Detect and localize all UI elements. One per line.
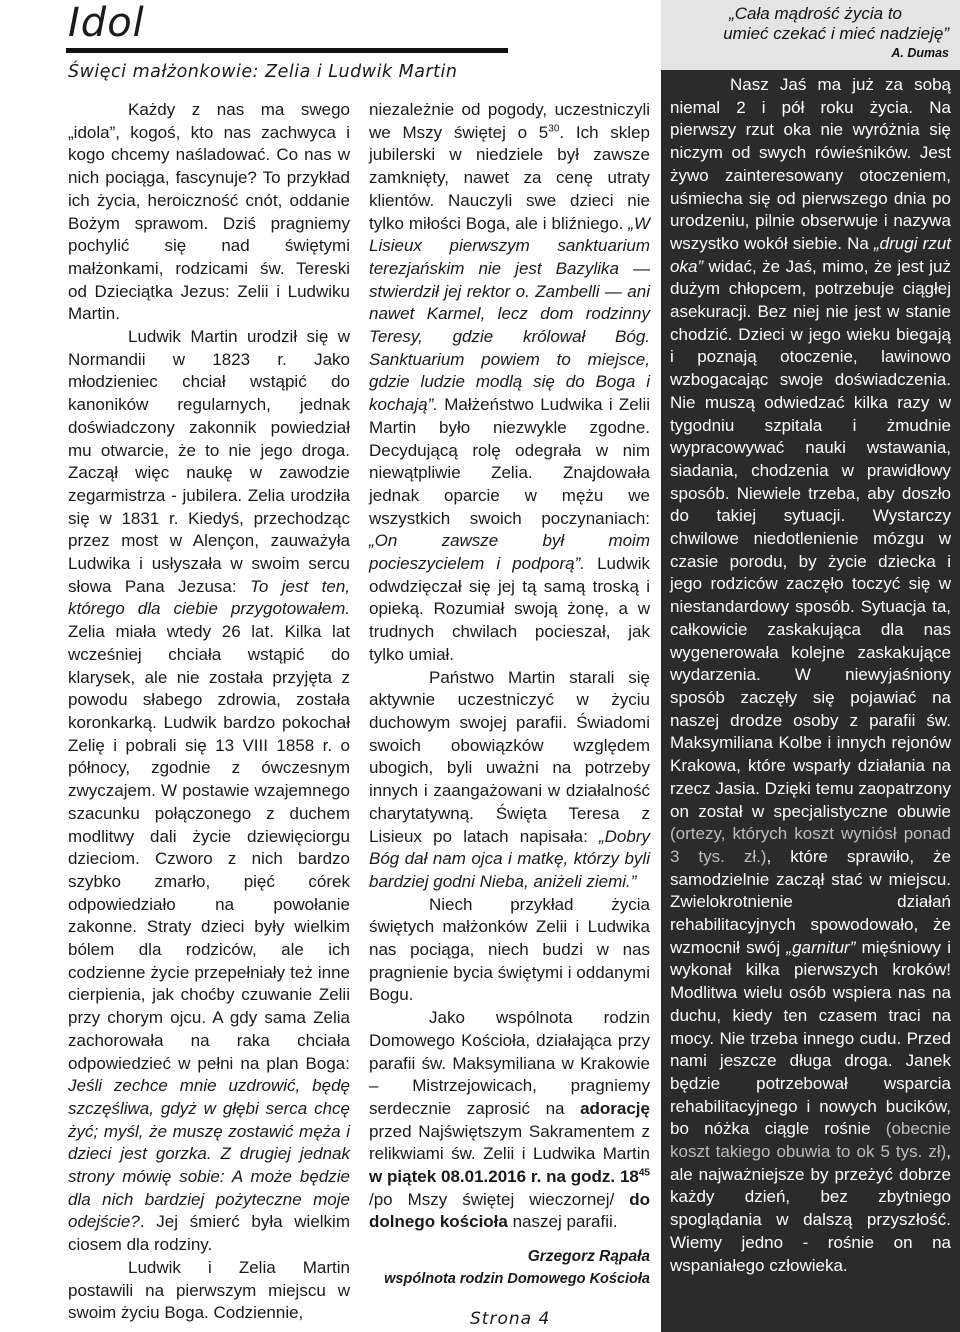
section-title: Idol (68, 0, 145, 46)
quote-line-2: umieć czekać i mieć nadzieję” (723, 24, 949, 43)
quote-author: A. Dumas (891, 46, 949, 60)
article-title: Święci małżonkowie: Zelia i Ludwik Martin (68, 62, 458, 82)
quote-line-1: „Cała mądrość życia to (729, 4, 902, 23)
middle-paragraph-1: niezależnie od pogody, uczestniczyli we Mszy świętej o $5^{30}$. Ich sklep jubilerski w niedziele był zawsze zamknięty, nawet za cenę utraty klientów. Nauczyli swe dzieci nie tylko miłości Boga, ale i bliźniego. „W Lisieux pierwszym sanktuarium terezjańskim nie jest Bazylika — stwierdził jej rektor o. Zambelli — ani nawet Karmel, lecz dom rodzinny Teresy, gdzie królował Bóg. Sanktuarium powiem to miejsce, gdzie ludzie modlą się do Boga i kochają”. Małżeństwo Ludwika i Zelii Martin było niezwykle zgodne. Decydującą rolę odegrała w nim niewątpliwie Zelia. Znajdowała jednak oparcie w mężu we wszystkich swoich poczynaniach: „On zawsze był moim pocieszycielem i podporą”. Ludwik odwdzięczał się jej tą samą troską i opieką. Rozumiał swoją żonę, a w trudnych chwilach pocieszał, jak tylko umiał. (369, 100, 651, 664)
middle-paragraph-4: Jako wspólnota rodzin Domowego Kościoła, działająca przy parafii św. Maksymiliana w Krakowie – Mistrzejowicach, pragniemy serdecznie zaprosić na adorację przed Najświętszym Sakramentem z relikwiami św. Zelii i Ludwika Martin w piątek 08.01.2016 r. na godz. $18^{45}$ /po Mszy świętej wieczornej/ do dolnego kościoła naszej parafii. (369, 1008, 650, 1232)
left-paragraph-3: Ludwik i Zelia Martin postawili na pierwszym miejscu w swoim życiu Boga. Codziennie, (68, 1257, 350, 1323)
signature-name: Grzegorz Rąpała (527, 1248, 650, 1266)
left-paragraph-1: Każdy z nas ma swego „idola”, kogoś, kto nas zachwyca i kogo chcemy naśladować. Co nas w nich pociąga, fascynuje? To przykład ich życia, heroiczność cnót, oddanie Bożym sprawom. Dziś pragniemy pochylić się nad świętymi małżonkami, rodzicami św. Tereski od Dzieciątka Jezus: Zelii i Ludwiku Martin. (68, 100, 350, 324)
signature-organization: wspólnota rodzin Domowego Kościoła (384, 1271, 650, 1288)
left-paragraph-2: Ludwik Martin urodził się w Normandii w 1823 r. Jako młodzieniec chciał wstąpić do kanoników regularnych, jednak doświadczony zakonnik powiedział mu otwarcie, że to nie jego droga. Zaczął więc naukę w zawodzie zegarmistrza - jubilera. Zelia urodziła się w 1831 r. Kiedyś, przechodząc przez most w Alençon, zauważyła Ludwika i usłyszała w swoim sercu słowa Pana Jezusa: To jest ten, którego dla ciebie przygotowałem. Zelia miała wtedy 26 lat. Kilka lat wcześniej chciała wstąpić do klarysek, ale nie została przyjęta z powodu słabego zdrowia, została koronkarką. Ludwik bardzo pokochał Zelię i pobrali się 13 VIII 1858 r. o północy, zgodnie z ówczesnym zwyczajem. W postawie wzajemnego szacunku połączonego z duchem modlitwy dali życie dziewięciorgu dzieciom. Czworo z nich bardzo szybko zmarło, pięć córek odpowiedziało na powołanie zakonne. Straty dzieci były wielkim bólem dla rodziców, ale ich codzienne życie przepełniały też inne cierpienia, jak choćby czuwanie Zelii przy chorym ojcu. A gdy sama Zelia zachorowała na raka chciała odpowiedzieć w pełni na plan Boga: Jeśli zechce mnie uzdrowić, będę szczęśliwa, gdyż w głębi serca chcę żyć; myśl, że muszę zostawić męża i dzieci jest gorzka. Z drugiej jednak strony mówię sobie: A może będzie dla nich bardziej pożyteczne moje odejście?. Jej śmierć była wielkim ciosem dla rodziny. (68, 327, 350, 1255)
page-number: Strona 4 (470, 1309, 551, 1329)
middle-paragraph-2: Państwo Martin starali się aktywnie uczestniczyć w życiu duchowym swojej parafii. Świadomi swoich obowiązków względem ubogich, byli uważni na potrzeby innych i zaangażowani w działalność charytatywną. Święta Teresa z Lisieux po latach napisała: „Dobry Bóg dał nam ojca i matkę, którzy byli bardziej godni Nieba, aniżeli ziemi.” (369, 667, 650, 891)
left-column (68, 99, 350, 1325)
sidebar-paragraph: Nasz Jaś ma już za sobą niemal 2 i pół roku życia. Na pierwszy rzut oka nie wyróżnia się niczym od swych rówieśników. Jest żywo zainteresowany otoczeniem, uśmiecha się od pierwszego dnia po urodzeniu, pilnie obserwuje i nazywa wszystko wokół siebie. Na „drugi rzut oka” widać, że Jaś, mimo, że jest już dużym chłopcem, potrzebuje ciągłej asekuracji. Bez niej nie jest w stanie chodzić. Dzieci w jego wieku biegają i poznają otoczenie, lawinowo wzbogacając swoje doświadczenia. Nie muszą odwiedzać kilka razy w tygodniu szpitala i żmudnie wypracowywać nauki wstawania, siadania, chodzenia w prawidłowy sposób. Niewiele trzeba, aby doszło do takiej sytuacji. Wystarczy chwilowe niedotlenienie mózgu w czasie porodu, by życie dziecka i jego rodziców zaczęło toczyć się w niestandardowy sposób. Sytuacja ta, całkowicie zaskakująca dla nas wygenerowała kolejne zaskakujące wydarzenia. W niewyjaśniony sposób zaczęły się pojawiać na naszej drodze osoby z parafii św. Maksymiliana Kolbe i innych rejonów Krakowa, które wsparły działania na rzecz Jasia. Dzięki temu zaopatrzony on został w specjalistyczne obuwie (ortezy, których koszt wyniósł ponad 3 tys. zł.), które sprawiło, że samodzielnie zaczął stać w miejscu. Zwielokrotnienie działań rehabilitacyjnych spowodowało, że wzmocnił swój „garnitur” mięśniowy i wykonał kilka pierwszych kroków! Modlitwa wielu osób wspiera nas na duchu, kiedy ten czasem traci na mocy. Nie trzeba innego cudu. Przed nami jeszcze długa droga. Janek będzie potrzebował wsparcia rehabilitacyjnego i nowych bucików, bo nóżka ciągle rośnie (obecnie koszt takiego obuwia to ok 5 tys. zł), ale najważniejsze by przeżyć dobrze każdy dzień, bez zbytniego spoglądania w dalszą przyszłość. Wiemy jedno - rośnie on na wspaniałego człowieka. (670, 75, 951, 1275)
sidebar-column (670, 74, 951, 1277)
middle-column (369, 99, 650, 1290)
quote-box (661, 0, 960, 70)
middle-paragraph-3: Niech przykład życia świętych małżonków Zelii i Ludwika nas pociąga, niech budzi w nas pragnienie bycia świętymi i oddanymi Bogu. (369, 894, 650, 1005)
header-rule (66, 48, 508, 53)
